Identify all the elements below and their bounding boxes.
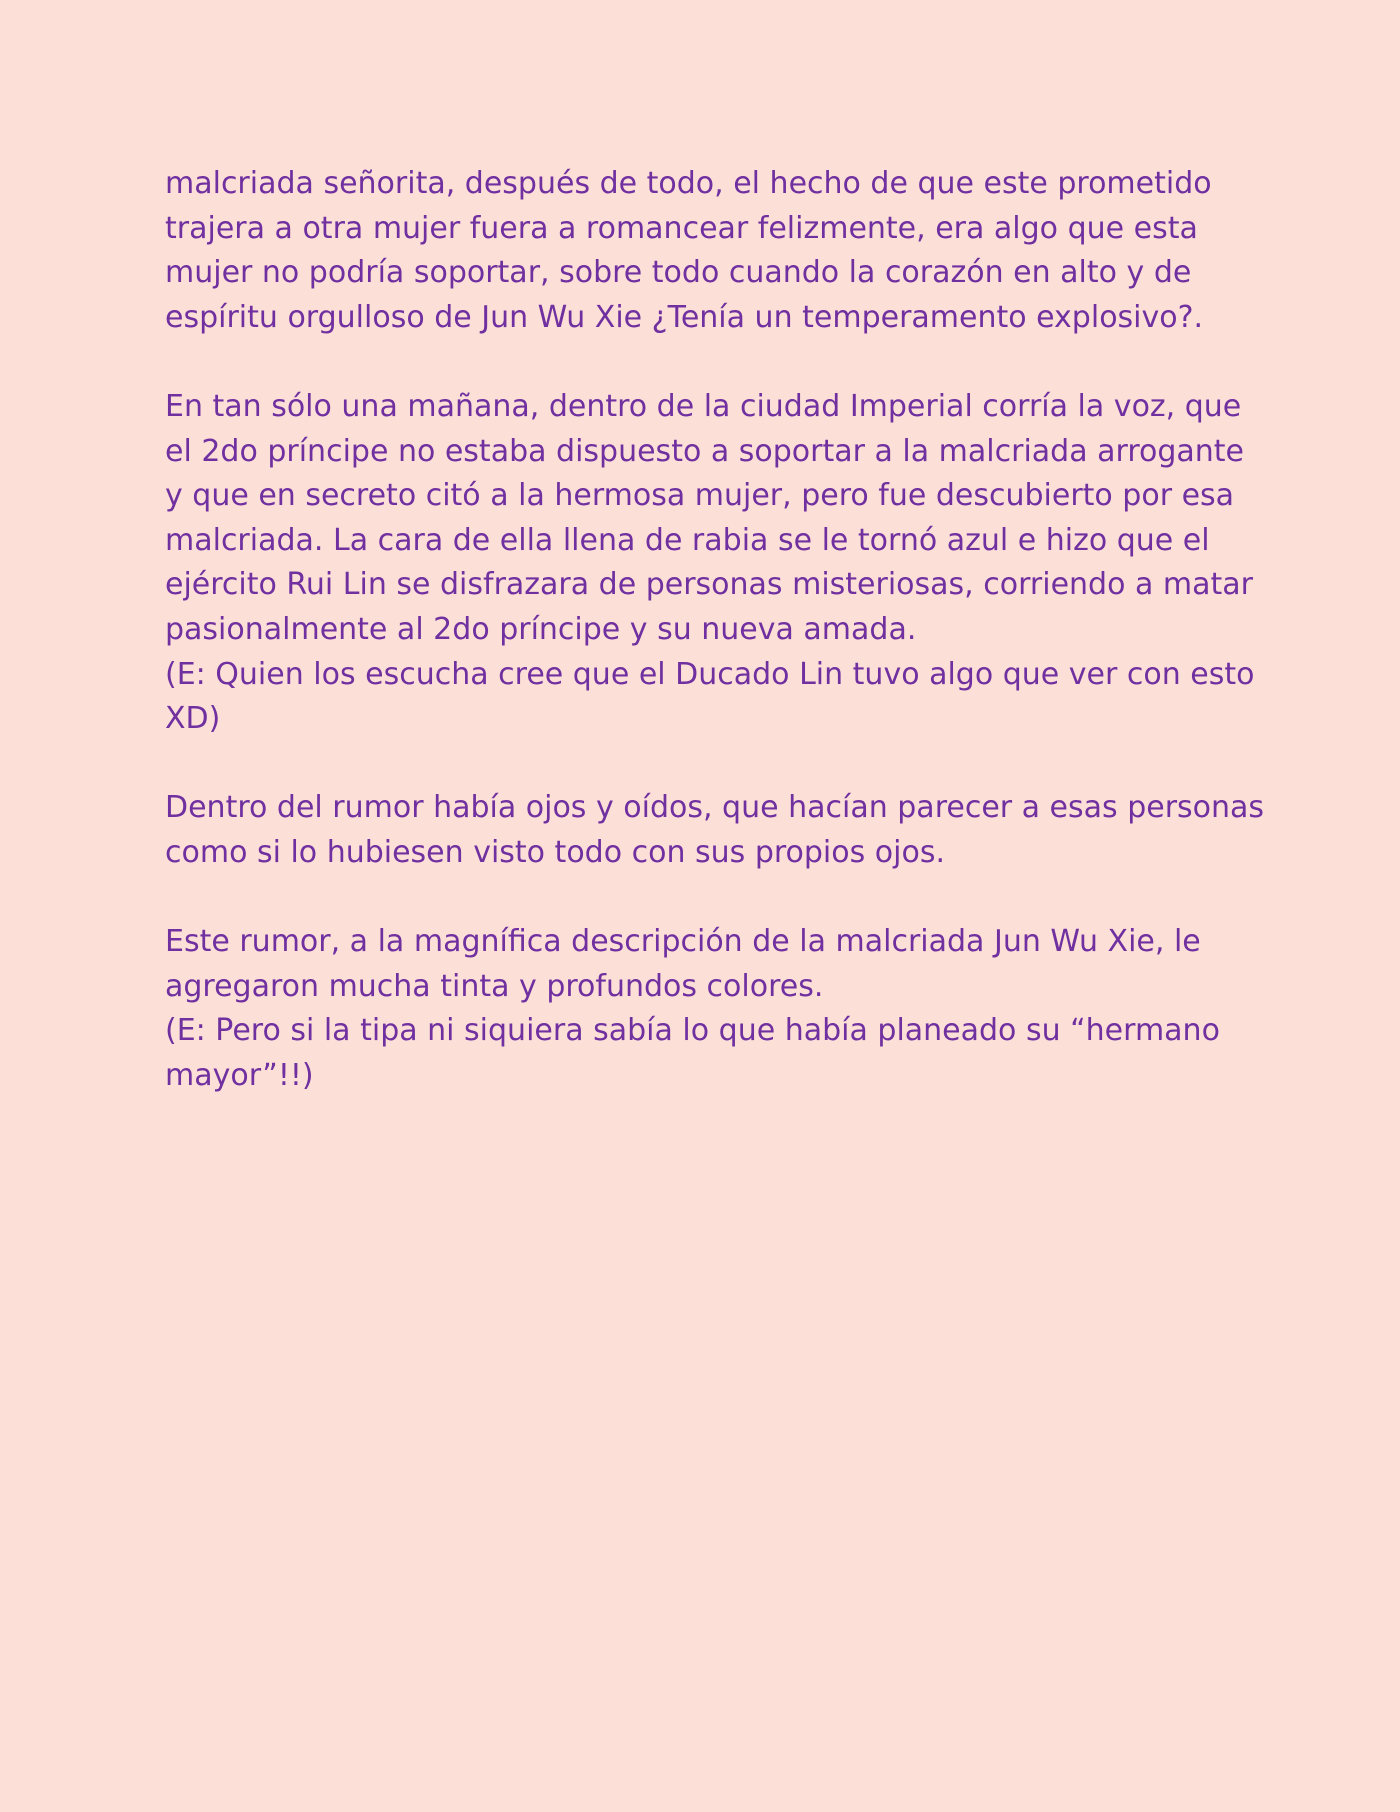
text-line: Este rumor, a la magnífica descripción de la malcriada Jun Wu Xie, le bbox=[165, 924, 1201, 960]
text-line: (E: Pero si la tipa ni siquiera sabía lo que había planeado su “hermano bbox=[165, 1013, 1220, 1049]
text-line: En tan sólo una mañana, dentro de la ciudad Imperial corría la voz, que bbox=[165, 388, 1242, 424]
paragraph-gap bbox=[165, 340, 1285, 385]
text-line: XD) bbox=[165, 701, 221, 737]
text-line: malcriada. La cara de ella llena de rabia se le tornó azul e hizo que el bbox=[165, 522, 1210, 558]
paragraph-gap bbox=[165, 742, 1285, 787]
text-line: agregaron mucha tinta y profundos colores. bbox=[165, 968, 824, 1004]
paragraph-4 bbox=[165, 920, 1285, 1098]
text-line: como si lo hubiesen visto todo con sus propios ojos. bbox=[165, 834, 945, 870]
paragraph-2 bbox=[165, 385, 1285, 742]
text-line: mujer no podría soportar, sobre todo cuando la corazón en alto y de bbox=[165, 255, 1192, 291]
text-line: malcriada señorita, después de todo, el hecho de que este prometido bbox=[165, 166, 1212, 201]
text-line: espíritu orgulloso de Jun Wu Xie ¿Tenía un temperamento explosivo?. bbox=[165, 299, 1204, 335]
text-line: el 2do príncipe no estaba dispuesto a soportar a la malcriada arrogante bbox=[165, 433, 1245, 469]
text-line: mayor”!!) bbox=[165, 1057, 314, 1093]
paragraph-3 bbox=[165, 786, 1285, 875]
text-line: (E: Quien los escucha cree que el Ducado Lin tuvo algo que ver con esto bbox=[165, 656, 1255, 692]
body-text bbox=[165, 162, 1285, 1098]
text-line: trajera a otra mujer fuera a romancear felizmente, era algo que esta bbox=[165, 210, 1198, 246]
text-line: ejército Rui Lin se disfrazara de personas misteriosas, corriendo a matar bbox=[165, 567, 1253, 603]
paragraph-gap bbox=[165, 876, 1285, 921]
text-line: y que en secreto citó a la hermosa mujer, pero fue descubierto por esa bbox=[165, 478, 1235, 514]
paragraph-1 bbox=[165, 162, 1285, 340]
text-line: Dentro del rumor había ojos y oídos, que hacían parecer a esas personas bbox=[165, 790, 1265, 826]
text-line: pasionalmente al 2do príncipe y su nueva amada. bbox=[165, 611, 917, 647]
